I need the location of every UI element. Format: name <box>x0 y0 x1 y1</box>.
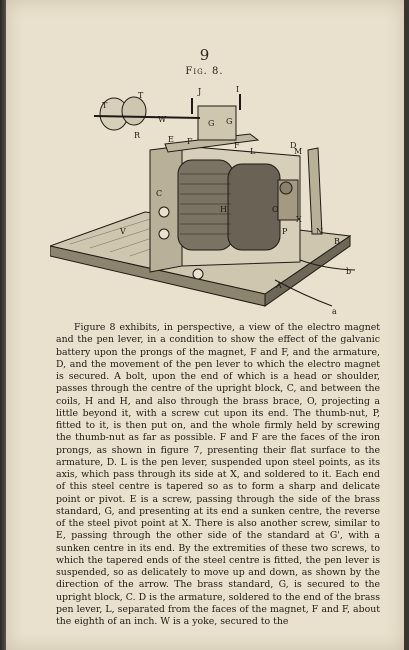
figure-label-r: R <box>134 131 141 140</box>
figure-label-h: H <box>220 205 227 214</box>
figure-label-i: I <box>236 85 240 94</box>
figure-label-o: O <box>272 205 279 214</box>
figure-label-aa: A <box>276 281 282 290</box>
page-number: 9 <box>199 46 210 64</box>
figure-label-a: a <box>332 307 337 316</box>
figure-label-n: N <box>316 227 323 236</box>
body-paragraph: Figure 8 exhibits, in perspective, a view of the electro magnet and the pen lever, in a condition to show the effect of the galvanic battery upon the prongs of the magnet, F and F, and the armature, D, and the movement of the pen lever to which the electro magnet is secured. A bolt, upon the end of which is a head or shoulder, passes through the centre of the upright block, C, and between the coils, H and H, and also through the brass brace, O, projecting a little beyond it, with a screw cut upon its end. The thumb-nut, P, fitted to it, is then put on, and the whole firmly held by screwing the thumb-nut as far as possible. F and F are the faces of the iron prongs, as shown in figure 7, presenting their flat surface to the armature, D. L is the pen lever, suspended upon steel points, as its axis, which pass through its side at X, and soldered to it. Each end of this steel centre is tapered so as to form a sharp and delicate point or pivot. E is a screw, passing through the side of the brass standard, G, and presenting at its end a sunken centre, the reverse of the steel pivot point at X. There is also another screw, similar to E, passing through the other side of the standard at G', with a sunken centre in its end. By the extremities of these two screws, to which the tapered ends of the steel centre is fitted, the pen lever is suspended, so as delicately to move up and down, as shown by the direction of the arrow. The brass standard, G, is secured to the upright block, C. D is the armature, soldered to the end of the brass pen lever, L, separated from the faces of the magnet, F and F, about the eighth of an inch. W is a yoke, secured to the <box>56 322 380 627</box>
body-text <box>56 322 380 628</box>
figure-caption: Fig. 8. <box>185 66 224 77</box>
figure-label-g1: G <box>208 119 215 128</box>
figure-label-w: W <box>158 115 167 124</box>
figure-label-v: V <box>120 227 126 236</box>
figure-label-b: b <box>346 267 352 276</box>
figure-label-m: M <box>294 147 303 156</box>
figure-label-f2: F <box>234 141 240 150</box>
figure-label-bb: B <box>334 237 340 246</box>
figure-label-d: D <box>290 141 297 150</box>
figure-label-e: E <box>168 135 174 144</box>
figure-label-t2: T <box>138 91 144 100</box>
figure-label-j: J <box>198 87 202 96</box>
figure-label-x: X <box>296 215 302 224</box>
telegraph-register-illustration <box>50 84 360 316</box>
figure-label-l: L <box>250 147 256 156</box>
figure-label-p: P <box>282 227 288 236</box>
figure-label-t1: T <box>102 101 108 110</box>
figure-label-c: C <box>156 189 163 198</box>
figure-label-g2: G <box>226 117 233 126</box>
figure-label-f1: F <box>187 137 193 146</box>
